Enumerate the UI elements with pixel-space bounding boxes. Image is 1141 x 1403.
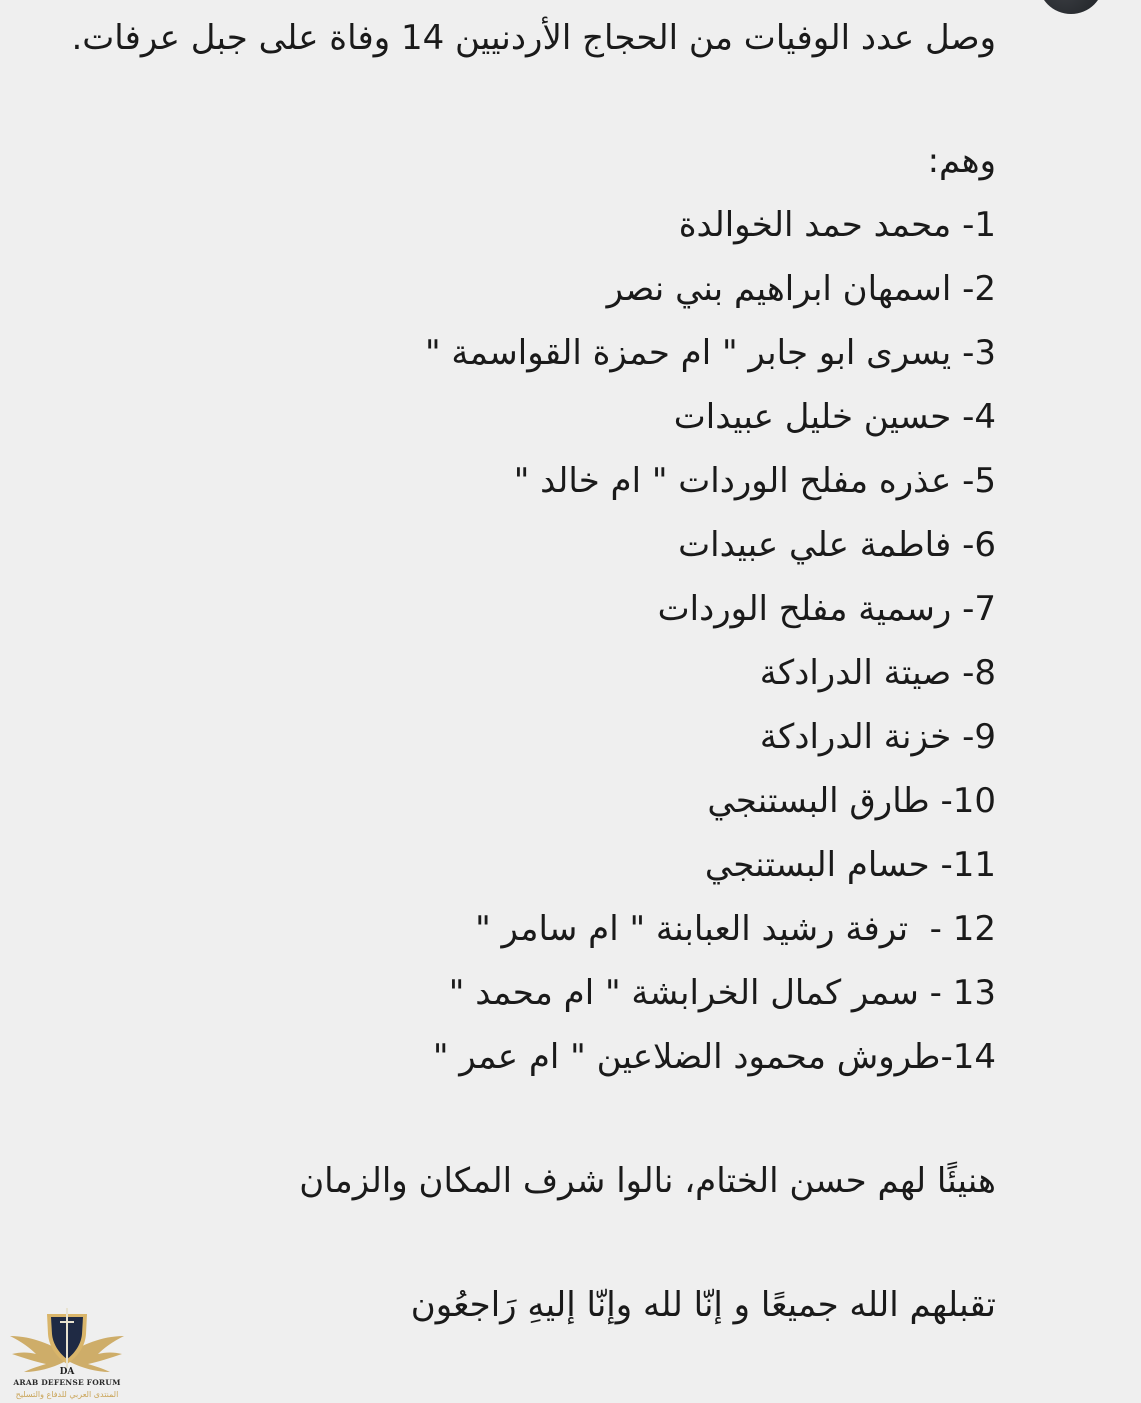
list-item: 14-طروش محمود الضلاعين " ام عمر " [432,1037,996,1077]
author-avatar[interactable] [1038,0,1104,14]
list-item: 5- عذره مفلح الوردات " ام خالد " [513,461,996,501]
names-list [66,193,996,1089]
intro-text: وصل عدد الوفيات من الحجاج الأردنيين 14 وفاة على جبل عرفات. [71,18,996,58]
paragraph-spacer [66,1213,996,1273]
watermark-name-en: ARAB DEFENSE FORUM [13,1378,121,1387]
list-item: 3- يسرى ابو جابر " ام حمزة القواسمة " [424,333,996,373]
watermark-name-ar: المنتدى العربي للدفاع والتسليح [15,1390,119,1399]
list-item: 4- حسين خليل عبيدات [673,397,996,437]
list-item: 7- رسمية مفلح الوردات [657,589,996,629]
list-item: 6- فاطمة علي عبيدات [678,525,996,565]
paragraph-spacer [66,70,996,129]
paragraph-spacer [66,1089,996,1149]
list-item: 8- صيتة الدرادكة [759,653,996,693]
list-item: 1- محمد حمد الخوالدة [678,205,996,245]
list-item: 12 - ترفة رشيد العبابنة " ام سامر " [475,909,996,949]
condolence-text: هنيئًا لهم حسن الختام، نالوا شرف المكان والزمان [299,1161,996,1201]
list-item: 10- طارق البستنجي [707,781,996,821]
watermark-monogram: DA [59,1367,75,1377]
forum-watermark-logo [6,1306,128,1402]
message-body [66,6,996,1337]
list-item: 2- اسمهان ابراهيم بني نصر [606,269,996,309]
list-item: 13 - سمر كمال الخرابشة " ام محمد " [448,973,996,1013]
prayer-text: تقبلهم الله جميعًا و إنّا لله وإنّا إليهِ رَاجعُون [410,1285,996,1325]
list-title: وهم: [927,141,996,181]
list-item: 9- خزنة الدرادكة [759,717,996,757]
shield-wings-icon [6,1306,128,1402]
list-item: 11- حسام البستنجي [704,845,996,885]
